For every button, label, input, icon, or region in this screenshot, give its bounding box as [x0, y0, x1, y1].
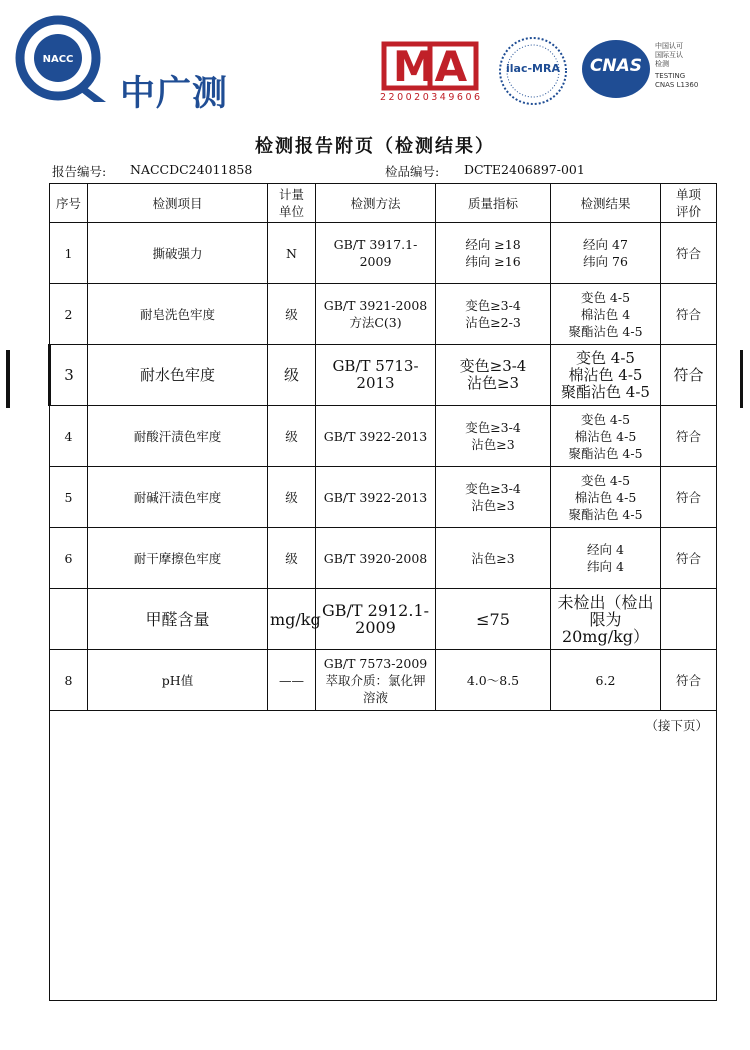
nacc-logo-text: NACC [42, 54, 74, 65]
cell-unit: 级 [268, 467, 316, 528]
cell-verdict: 符合 [661, 284, 717, 345]
cnas-side-line-2: 国际互认 [655, 51, 683, 59]
table-row [50, 223, 717, 284]
cell-spec-line: 沾色≥3 [466, 374, 520, 392]
cell-spec-line: 变色≥3-4 [459, 357, 527, 375]
table-row [50, 467, 717, 528]
cell-spec-line: 变色≥3-4 [465, 420, 521, 435]
cell-spec-line: 经向 ≥18 [465, 237, 521, 252]
cell-method [316, 345, 436, 406]
cell-spec [436, 406, 551, 467]
cell-result-line: 聚酯沾色 4-5 [568, 323, 643, 339]
cnas-side-line-5: CNAS L1360 [655, 81, 699, 89]
cell-method [316, 223, 436, 284]
cell-spec-line: 沾色≥3 [471, 437, 515, 452]
sample-number-label: 检品编号: [385, 164, 440, 179]
cell-no: 8 [50, 650, 88, 711]
cell-item: 耐水色牢度 [88, 345, 268, 406]
cnas-side-line-4: TESTING [655, 72, 686, 80]
cell-result-line: 纬向 76 [583, 254, 628, 269]
row-3-right-edge [740, 350, 743, 408]
table-row [50, 528, 717, 589]
cell-spec [436, 528, 551, 589]
cma-number: 220020349606 [380, 92, 483, 103]
cell-unit: 级 [268, 406, 316, 467]
cell-item: 撕破强力 [88, 223, 268, 284]
report-number-label: 报告编号: [52, 164, 107, 179]
cell-verdict: 符合 [661, 223, 717, 284]
cell-result-line: 纬向 4 [587, 559, 624, 574]
cell-unit: 级 [268, 284, 316, 345]
col-header-verdict: 单项 评价 [661, 184, 717, 223]
report-title: 检测报告附页（检测结果） [255, 136, 495, 157]
cell-result [551, 589, 661, 650]
cell-spec [436, 589, 551, 650]
cell-result [551, 284, 661, 345]
cell-result-line: 变色 4-5 [580, 472, 631, 488]
ilac-mra-text: ilac-MRA [506, 62, 560, 75]
col-header-no: 序号 [50, 184, 88, 223]
cell-method [316, 467, 436, 528]
table-header-row [50, 184, 717, 223]
cell-method [316, 589, 436, 650]
cell-unit: N [268, 223, 316, 284]
results-table [48, 183, 717, 1001]
cell-no: 5 [50, 467, 88, 528]
cell-result-line: 经向 47 [583, 237, 628, 252]
cell-verdict [661, 589, 717, 650]
cell-result [551, 345, 661, 406]
col-header-item: 检测项目 [88, 184, 268, 223]
table-row [50, 345, 717, 406]
table-row [50, 650, 717, 711]
cell-item: 耐皂洗色牢度 [88, 284, 268, 345]
cell-method-line: 溶液 [362, 689, 388, 705]
cell-unit: 级 [268, 345, 316, 406]
cell-method [316, 284, 436, 345]
cell-no: 1 [50, 223, 88, 284]
nacc-logo [14, 14, 114, 104]
cell-spec [436, 223, 551, 284]
cell-spec [436, 650, 551, 711]
cell-item: 耐酸汗渍色牢度 [88, 406, 268, 467]
cell-result-line: 棉沾色 4-5 [568, 365, 643, 384]
cell-result-line: 经向 4 [587, 542, 624, 557]
cnas-side-line-1: 中国认可 [655, 42, 683, 50]
cell-result [551, 223, 661, 284]
cell-spec-line: 沾色≥3 [471, 498, 515, 513]
cell-spec [436, 345, 551, 406]
cell-spec-line: 沾色≥3 [471, 550, 515, 566]
col-header-unit: 计量 单位 [268, 184, 316, 223]
cell-result [551, 406, 661, 467]
cell-spec [436, 467, 551, 528]
cell-method [316, 528, 436, 589]
cell-method-line: GB/T 5713-2013 [332, 357, 419, 392]
table-row [50, 406, 717, 467]
cell-no [50, 589, 88, 650]
sample-number: DCTE2406897-001 [464, 162, 585, 177]
cell-spec-line: 沾色≥2-3 [465, 315, 521, 330]
cell-result-line: 棉沾色 4-5 [574, 428, 637, 444]
cell-method-line: 方法C(3) [349, 315, 402, 330]
cell-result-line: 变色 4-5 [576, 348, 635, 367]
cell-result-line: 聚酯沾色 4-5 [561, 382, 650, 401]
cell-verdict: 符合 [661, 650, 717, 711]
cell-method-line: GB/T 3921-2008 [323, 298, 428, 313]
cell-spec-line: 4.0～8.5 [466, 672, 520, 688]
cell-result-line: 6.2 [595, 672, 616, 688]
col-header-result: 检测结果 [551, 184, 661, 223]
cell-method-line: GB/T 3922-2013 [323, 489, 428, 505]
table-row [50, 589, 717, 650]
cell-spec [436, 284, 551, 345]
cell-unit: —— [268, 650, 316, 711]
continued-note: （接下页） [50, 711, 717, 1001]
cell-item: 耐碱汗渍色牢度 [88, 467, 268, 528]
cell-spec-line: ≤75 [476, 609, 510, 629]
cell-item: 甲醛含量 [88, 589, 268, 650]
cell-no: 4 [50, 406, 88, 467]
cnas-text: CNAS [589, 56, 643, 76]
table-footer-row [50, 711, 717, 1001]
cell-no: 6 [50, 528, 88, 589]
cell-result-line: 聚酯沾色 4-5 [568, 506, 643, 522]
cell-verdict: 符合 [661, 467, 717, 528]
col-header-spec: 质量指标 [436, 184, 551, 223]
cell-unit: 级 [268, 528, 316, 589]
cell-unit: mg/kg [268, 589, 316, 650]
cell-method-line: 萃取介质：氯化钾 [325, 672, 426, 688]
cell-verdict: 符合 [661, 528, 717, 589]
cell-result [551, 467, 661, 528]
cell-method [316, 650, 436, 711]
cell-result-line: 未检出（检出限为 [557, 592, 654, 629]
cell-result [551, 650, 661, 711]
cell-method-line: GB/T 3920-2008 [323, 550, 428, 566]
cell-method-line: GB/T 7573-2009 [323, 655, 428, 671]
cell-item: 耐干摩擦色牢度 [88, 528, 268, 589]
report-number: NACCDC24011858 [130, 162, 253, 177]
cell-method-line: GB/T 3917.1-2009 [333, 237, 418, 269]
row-3-left-edge [6, 350, 10, 408]
cell-spec-line: 变色≥3-4 [465, 481, 521, 496]
table-row [50, 284, 717, 345]
cell-verdict: 符合 [661, 345, 717, 406]
cell-result-line: 变色 4-5 [580, 411, 631, 427]
cell-result-line: 20mg/kg） [561, 626, 650, 646]
cell-item: pH值 [88, 650, 268, 711]
cell-verdict: 符合 [661, 406, 717, 467]
cell-result [551, 528, 661, 589]
company-name: 中广测 [120, 74, 229, 114]
cnas-side-line-3: 检测 [655, 60, 669, 68]
cell-spec-line: 变色≥3-4 [465, 298, 521, 313]
cell-result-line: 棉沾色 4 [580, 306, 631, 322]
cell-result-line: 棉沾色 4-5 [574, 489, 637, 505]
cell-result-line: 聚酯沾色 4-5 [568, 445, 643, 461]
cell-no: 2 [50, 284, 88, 345]
cell-method-line: GB/T 3922-2013 [323, 428, 428, 444]
cell-method-line: GB/T 2912.1-2009 [321, 601, 430, 637]
cell-no: 3 [50, 345, 88, 406]
cell-spec-line: 纬向 ≥16 [465, 254, 521, 269]
cma-letters: MA [392, 42, 468, 91]
col-header-method: 检测方法 [316, 184, 436, 223]
cell-result-line: 变色 4-5 [580, 289, 631, 305]
cell-method [316, 406, 436, 467]
